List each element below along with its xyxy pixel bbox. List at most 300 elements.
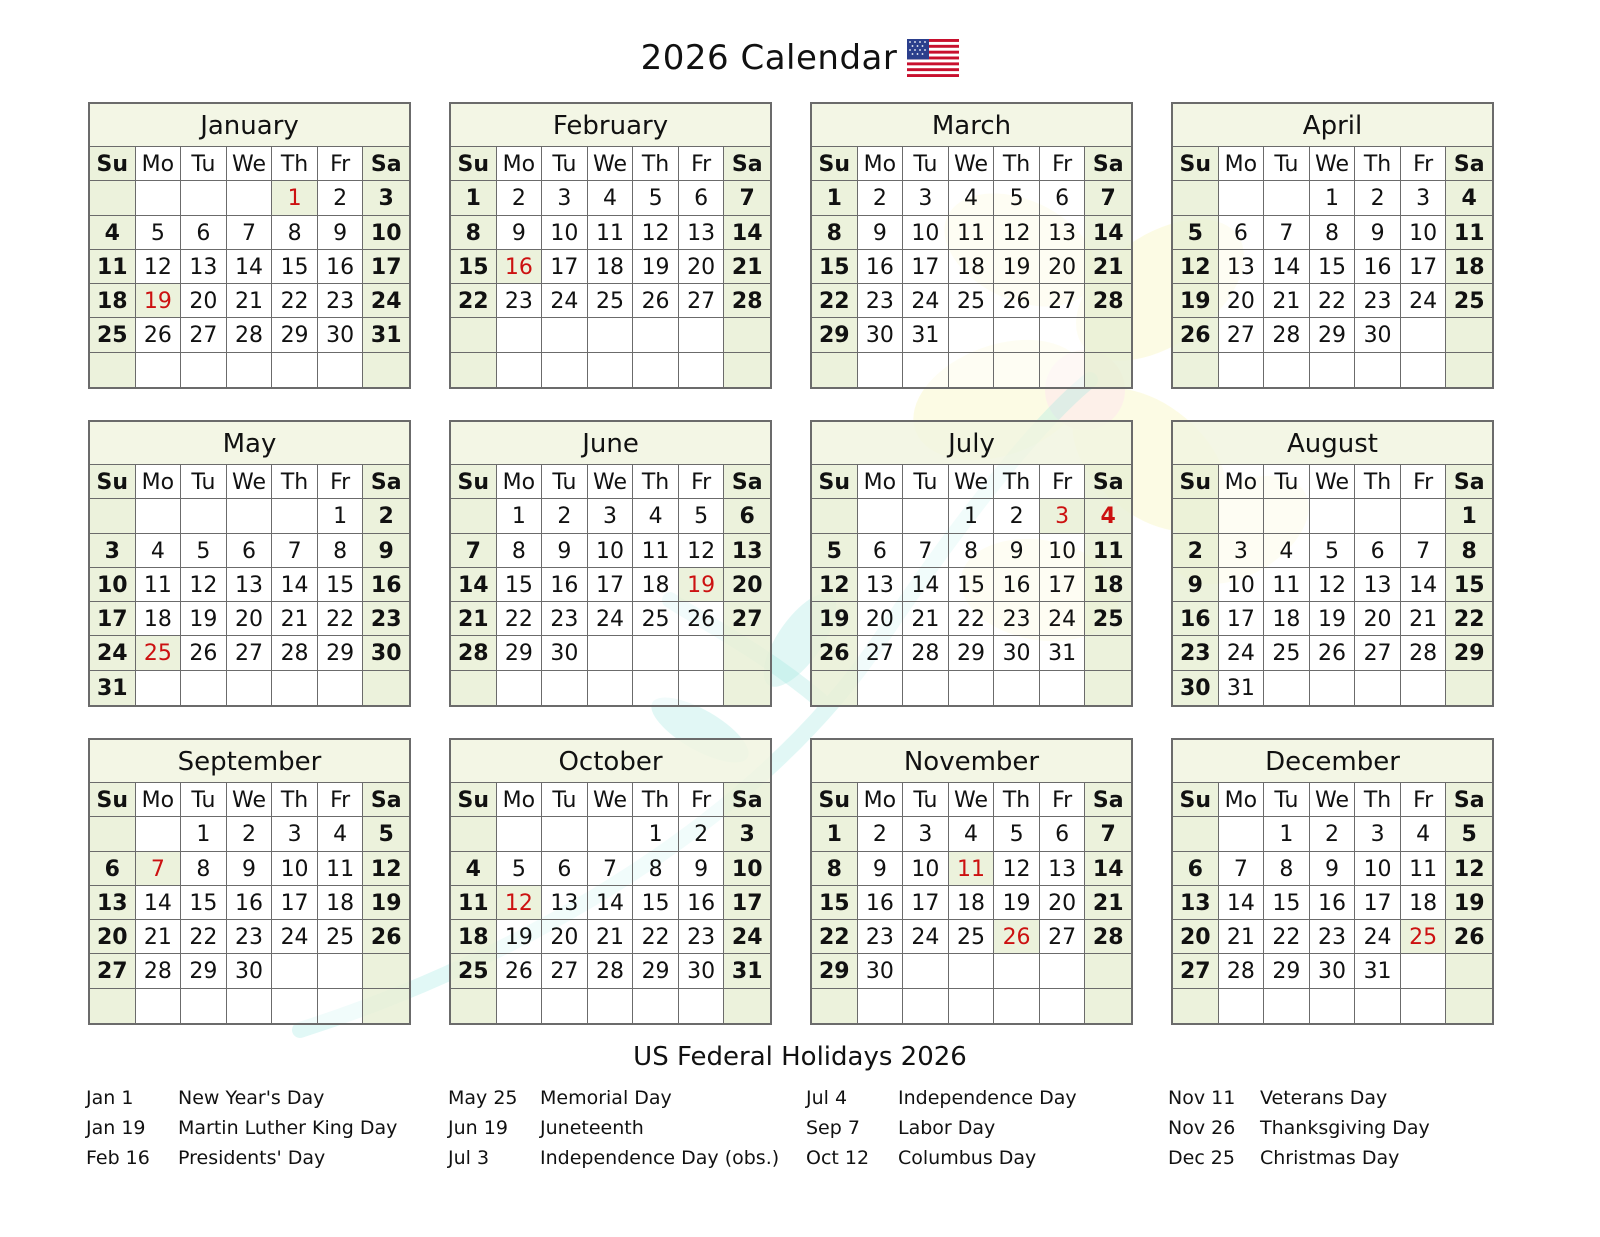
weekday-header: Tu <box>181 465 227 499</box>
empty-day-cell <box>1310 989 1356 1023</box>
day-cell: 13 <box>181 250 227 284</box>
weekday-header: Fr <box>679 465 725 499</box>
day-cell: 2 <box>227 817 273 851</box>
weekday-header: Fr <box>1401 783 1447 817</box>
weekday-header: Mo <box>1219 147 1265 181</box>
day-cell: 11 <box>949 852 995 886</box>
day-cell: 25 <box>1264 636 1310 670</box>
day-cell: 6 <box>181 216 227 250</box>
day-cell: 29 <box>318 636 364 670</box>
day-cell: 11 <box>90 250 136 284</box>
day-cell: 6 <box>227 534 273 568</box>
month-march <box>810 102 1133 389</box>
empty-day-cell <box>451 817 497 851</box>
holiday-date: Dec 25 <box>1168 1147 1235 1169</box>
day-cell: 7 <box>1401 534 1447 568</box>
empty-day-cell <box>1173 499 1219 533</box>
day-cell: 22 <box>181 920 227 954</box>
month-name: August <box>1173 422 1492 465</box>
weekday-header: Sa <box>724 147 770 181</box>
day-cell: 15 <box>1264 886 1310 920</box>
empty-day-cell <box>542 817 588 851</box>
empty-day-cell <box>1173 353 1219 387</box>
empty-day-cell <box>1040 353 1086 387</box>
day-cell: 25 <box>1401 920 1447 954</box>
empty-day-cell <box>90 353 136 387</box>
day-cell: 24 <box>588 602 634 636</box>
empty-day-cell <box>1040 954 1086 988</box>
holiday-name: Memorial Day <box>540 1087 672 1109</box>
empty-day-cell <box>633 671 679 705</box>
day-cell: 7 <box>272 534 318 568</box>
holiday-item <box>1168 1083 1430 1113</box>
day-cell: 8 <box>318 534 364 568</box>
month-name: October <box>451 740 770 783</box>
day-cell: 23 <box>227 920 273 954</box>
day-cell: 1 <box>812 817 858 851</box>
day-cell: 11 <box>1264 568 1310 602</box>
day-cell: 17 <box>1040 568 1086 602</box>
empty-day-cell <box>679 318 725 352</box>
day-cell: 26 <box>136 318 182 352</box>
month-name: November <box>812 740 1131 783</box>
day-cell: 7 <box>1085 181 1131 215</box>
month-name: February <box>451 104 770 147</box>
day-cell: 22 <box>1264 920 1310 954</box>
day-cell: 25 <box>90 318 136 352</box>
weekday-header: Sa <box>1085 147 1131 181</box>
day-cell: 3 <box>903 817 949 851</box>
empty-day-cell <box>812 989 858 1023</box>
day-cell: 2 <box>1310 817 1356 851</box>
day-cell: 6 <box>1040 181 1086 215</box>
empty-day-cell <box>949 954 995 988</box>
day-cell: 1 <box>812 181 858 215</box>
day-cell: 23 <box>318 284 364 318</box>
day-cell: 17 <box>588 568 634 602</box>
empty-day-cell <box>1401 353 1447 387</box>
month-grid <box>451 465 770 705</box>
day-cell: 20 <box>679 250 725 284</box>
holiday-date: Jun 19 <box>448 1117 508 1139</box>
empty-day-cell <box>497 671 543 705</box>
day-cell: 27 <box>1355 636 1401 670</box>
weekday-header: Mo <box>1219 465 1265 499</box>
empty-day-cell <box>903 954 949 988</box>
day-cell: 19 <box>363 886 409 920</box>
day-cell: 13 <box>90 886 136 920</box>
month-august <box>1171 420 1494 707</box>
empty-day-cell <box>1219 181 1265 215</box>
holiday-date: Nov 26 <box>1168 1117 1236 1139</box>
day-cell: 16 <box>363 568 409 602</box>
day-cell: 20 <box>1219 284 1265 318</box>
empty-day-cell <box>679 636 725 670</box>
empty-day-cell <box>633 636 679 670</box>
weekday-header: Th <box>1355 465 1401 499</box>
day-cell: 15 <box>318 568 364 602</box>
day-cell: 8 <box>633 852 679 886</box>
day-cell: 12 <box>633 216 679 250</box>
holiday-date: May 25 <box>448 1087 518 1109</box>
empty-day-cell <box>497 318 543 352</box>
empty-day-cell <box>136 353 182 387</box>
weekday-header: Fr <box>318 147 364 181</box>
weekday-header: Th <box>272 465 318 499</box>
holiday-date: Jul 4 <box>806 1087 848 1109</box>
day-cell: 1 <box>1310 181 1356 215</box>
day-cell: 17 <box>1401 250 1447 284</box>
empty-day-cell <box>1446 671 1492 705</box>
holiday-item <box>1168 1113 1430 1143</box>
holiday-date: Oct 12 <box>806 1147 870 1169</box>
day-cell: 29 <box>949 636 995 670</box>
holiday-date: Feb 16 <box>86 1147 150 1169</box>
day-cell: 13 <box>724 534 770 568</box>
empty-day-cell <box>1310 499 1356 533</box>
empty-day-cell <box>1040 989 1086 1023</box>
day-cell: 29 <box>181 954 227 988</box>
holiday-column <box>1168 1083 1430 1173</box>
day-cell: 1 <box>1264 817 1310 851</box>
day-cell: 29 <box>812 318 858 352</box>
empty-day-cell <box>724 989 770 1023</box>
day-cell: 25 <box>136 636 182 670</box>
holiday-date: Nov 11 <box>1168 1087 1236 1109</box>
day-cell: 9 <box>1310 852 1356 886</box>
month-july <box>810 420 1133 707</box>
empty-day-cell <box>318 353 364 387</box>
day-cell: 8 <box>497 534 543 568</box>
day-cell: 30 <box>542 636 588 670</box>
day-cell: 1 <box>497 499 543 533</box>
day-cell: 15 <box>812 886 858 920</box>
weekday-header: We <box>1310 783 1356 817</box>
empty-day-cell <box>272 989 318 1023</box>
day-cell: 22 <box>272 284 318 318</box>
empty-day-cell <box>679 671 725 705</box>
day-cell: 24 <box>363 284 409 318</box>
weekday-header: Tu <box>181 783 227 817</box>
day-cell: 31 <box>1355 954 1401 988</box>
day-cell: 27 <box>679 284 725 318</box>
day-cell: 8 <box>812 852 858 886</box>
day-cell: 18 <box>1085 568 1131 602</box>
day-cell: 26 <box>1310 636 1356 670</box>
month-april <box>1171 102 1494 389</box>
day-cell: 10 <box>542 216 588 250</box>
day-cell: 4 <box>451 852 497 886</box>
day-cell: 1 <box>1446 499 1492 533</box>
empty-day-cell <box>542 671 588 705</box>
day-cell: 27 <box>858 636 904 670</box>
day-cell: 6 <box>90 852 136 886</box>
month-september <box>88 738 411 1025</box>
day-cell: 23 <box>858 920 904 954</box>
day-cell: 20 <box>90 920 136 954</box>
day-cell: 27 <box>227 636 273 670</box>
day-cell: 25 <box>1085 602 1131 636</box>
day-cell: 12 <box>181 568 227 602</box>
us-flag-icon <box>907 39 959 77</box>
weekday-header: Th <box>633 147 679 181</box>
empty-day-cell <box>724 636 770 670</box>
day-cell: 21 <box>451 602 497 636</box>
day-cell: 4 <box>1446 181 1492 215</box>
day-cell: 6 <box>542 852 588 886</box>
empty-day-cell <box>949 353 995 387</box>
month-name: July <box>812 422 1131 465</box>
weekday-header: We <box>588 465 634 499</box>
weekday-header: Th <box>1355 147 1401 181</box>
day-cell: 6 <box>858 534 904 568</box>
day-cell: 10 <box>1040 534 1086 568</box>
day-cell: 27 <box>542 954 588 988</box>
empty-day-cell <box>994 989 1040 1023</box>
day-cell: 10 <box>903 852 949 886</box>
weekday-header: Th <box>272 147 318 181</box>
weekday-header: Su <box>812 147 858 181</box>
day-cell: 29 <box>497 636 543 670</box>
empty-day-cell <box>181 353 227 387</box>
day-cell: 14 <box>272 568 318 602</box>
empty-day-cell <box>90 499 136 533</box>
day-cell: 15 <box>812 250 858 284</box>
weekday-header: Tu <box>903 465 949 499</box>
day-cell: 19 <box>1446 886 1492 920</box>
empty-day-cell <box>679 353 725 387</box>
day-cell: 2 <box>858 181 904 215</box>
empty-day-cell <box>1355 671 1401 705</box>
day-cell: 10 <box>1401 216 1447 250</box>
day-cell: 29 <box>633 954 679 988</box>
day-cell: 1 <box>949 499 995 533</box>
day-cell: 10 <box>1355 852 1401 886</box>
weekday-header: Th <box>633 465 679 499</box>
day-cell: 22 <box>451 284 497 318</box>
day-cell: 9 <box>1173 568 1219 602</box>
day-cell: 23 <box>1173 636 1219 670</box>
day-cell: 18 <box>1264 602 1310 636</box>
day-cell: 12 <box>136 250 182 284</box>
weekday-header: Sa <box>1085 783 1131 817</box>
day-cell: 4 <box>1264 534 1310 568</box>
weekday-header: Su <box>90 465 136 499</box>
weekday-header: Su <box>1173 465 1219 499</box>
weekday-header: Th <box>633 783 679 817</box>
empty-day-cell <box>994 954 1040 988</box>
day-cell: 7 <box>451 534 497 568</box>
holidays-title: US Federal Holidays 2026 <box>633 1042 967 1072</box>
day-cell: 12 <box>1173 250 1219 284</box>
day-cell: 31 <box>363 318 409 352</box>
day-cell: 24 <box>90 636 136 670</box>
holiday-column <box>806 1083 1077 1173</box>
empty-day-cell <box>1401 954 1447 988</box>
month-grid <box>812 147 1131 387</box>
weekday-header: Mo <box>1219 783 1265 817</box>
empty-day-cell <box>90 989 136 1023</box>
empty-day-cell <box>1446 954 1492 988</box>
weekday-header: Su <box>90 783 136 817</box>
day-cell: 30 <box>227 954 273 988</box>
empty-day-cell <box>1085 318 1131 352</box>
empty-day-cell <box>1173 817 1219 851</box>
day-cell: 20 <box>1355 602 1401 636</box>
day-cell: 5 <box>181 534 227 568</box>
day-cell: 18 <box>588 250 634 284</box>
holiday-item <box>448 1083 779 1113</box>
day-cell: 3 <box>724 817 770 851</box>
day-cell: 14 <box>1085 852 1131 886</box>
day-cell: 4 <box>1085 499 1131 533</box>
month-name: January <box>90 104 409 147</box>
day-cell: 29 <box>812 954 858 988</box>
day-cell: 17 <box>1219 602 1265 636</box>
day-cell: 1 <box>318 499 364 533</box>
day-cell: 12 <box>679 534 725 568</box>
day-cell: 16 <box>542 568 588 602</box>
day-cell: 7 <box>227 216 273 250</box>
day-cell: 25 <box>588 284 634 318</box>
month-grid <box>90 147 409 387</box>
empty-day-cell <box>90 817 136 851</box>
weekday-header: We <box>227 783 273 817</box>
weekday-header: Fr <box>679 783 725 817</box>
month-name: May <box>90 422 409 465</box>
day-cell: 28 <box>724 284 770 318</box>
day-cell: 4 <box>633 499 679 533</box>
month-grid <box>812 783 1131 1023</box>
day-cell: 13 <box>1355 568 1401 602</box>
day-cell: 19 <box>1173 284 1219 318</box>
holiday-item <box>86 1083 397 1113</box>
day-cell: 3 <box>272 817 318 851</box>
day-cell: 15 <box>1446 568 1492 602</box>
empty-day-cell <box>1085 989 1131 1023</box>
day-cell: 8 <box>949 534 995 568</box>
day-cell: 18 <box>451 920 497 954</box>
day-cell: 10 <box>588 534 634 568</box>
day-cell: 8 <box>1264 852 1310 886</box>
day-cell: 23 <box>1355 284 1401 318</box>
weekday-header: Su <box>451 465 497 499</box>
day-cell: 16 <box>318 250 364 284</box>
day-cell: 15 <box>181 886 227 920</box>
empty-day-cell <box>363 989 409 1023</box>
holiday-name: Labor Day <box>898 1117 996 1139</box>
empty-day-cell <box>1264 671 1310 705</box>
day-cell: 31 <box>1040 636 1086 670</box>
weekday-header: Su <box>812 783 858 817</box>
day-cell: 19 <box>679 568 725 602</box>
day-cell: 21 <box>1085 250 1131 284</box>
empty-day-cell <box>588 636 634 670</box>
empty-day-cell <box>90 181 136 215</box>
empty-day-cell <box>136 499 182 533</box>
empty-day-cell <box>858 989 904 1023</box>
weekday-header: Su <box>812 465 858 499</box>
day-cell: 5 <box>1173 216 1219 250</box>
day-cell: 14 <box>227 250 273 284</box>
empty-day-cell <box>1085 636 1131 670</box>
day-cell: 5 <box>136 216 182 250</box>
day-cell: 2 <box>318 181 364 215</box>
weekday-header: Mo <box>858 783 904 817</box>
empty-day-cell <box>227 989 273 1023</box>
day-cell: 9 <box>994 534 1040 568</box>
holiday-name: Juneteenth <box>540 1117 644 1139</box>
empty-day-cell <box>1219 499 1265 533</box>
empty-day-cell <box>1310 353 1356 387</box>
holiday-column <box>86 1083 397 1173</box>
day-cell: 25 <box>949 284 995 318</box>
empty-day-cell <box>1219 353 1265 387</box>
day-cell: 1 <box>451 181 497 215</box>
weekday-header: Mo <box>497 147 543 181</box>
day-cell: 20 <box>858 602 904 636</box>
empty-day-cell <box>181 181 227 215</box>
weekday-header: Tu <box>542 783 588 817</box>
day-cell: 4 <box>949 181 995 215</box>
day-cell: 5 <box>812 534 858 568</box>
day-cell: 9 <box>858 852 904 886</box>
empty-day-cell <box>1173 181 1219 215</box>
day-cell: 11 <box>318 852 364 886</box>
day-cell: 18 <box>949 250 995 284</box>
day-cell: 11 <box>1085 534 1131 568</box>
day-cell: 21 <box>227 284 273 318</box>
day-cell: 31 <box>903 318 949 352</box>
month-grid <box>1173 783 1492 1023</box>
day-cell: 20 <box>181 284 227 318</box>
empty-day-cell <box>949 318 995 352</box>
day-cell: 20 <box>542 920 588 954</box>
day-cell: 8 <box>451 216 497 250</box>
day-cell: 26 <box>363 920 409 954</box>
day-cell: 17 <box>1355 886 1401 920</box>
day-cell: 18 <box>949 886 995 920</box>
weekday-header: Mo <box>858 465 904 499</box>
empty-day-cell <box>679 989 725 1023</box>
day-cell: 29 <box>1446 636 1492 670</box>
day-cell: 28 <box>451 636 497 670</box>
day-cell: 16 <box>497 250 543 284</box>
holiday-column <box>448 1083 779 1173</box>
weekday-header: We <box>588 783 634 817</box>
day-cell: 9 <box>227 852 273 886</box>
empty-day-cell <box>1264 499 1310 533</box>
day-cell: 16 <box>1173 602 1219 636</box>
empty-day-cell <box>542 989 588 1023</box>
day-cell: 8 <box>1446 534 1492 568</box>
day-cell: 23 <box>679 920 725 954</box>
empty-day-cell <box>451 671 497 705</box>
holiday-name: New Year's Day <box>178 1087 325 1109</box>
day-cell: 23 <box>542 602 588 636</box>
day-cell: 21 <box>1085 886 1131 920</box>
day-cell: 16 <box>1310 886 1356 920</box>
day-cell: 2 <box>858 817 904 851</box>
day-cell: 16 <box>994 568 1040 602</box>
day-cell: 2 <box>542 499 588 533</box>
day-cell: 25 <box>633 602 679 636</box>
empty-day-cell <box>136 817 182 851</box>
day-cell: 18 <box>1401 886 1447 920</box>
day-cell: 22 <box>812 284 858 318</box>
day-cell: 27 <box>724 602 770 636</box>
holiday-item <box>448 1143 779 1173</box>
